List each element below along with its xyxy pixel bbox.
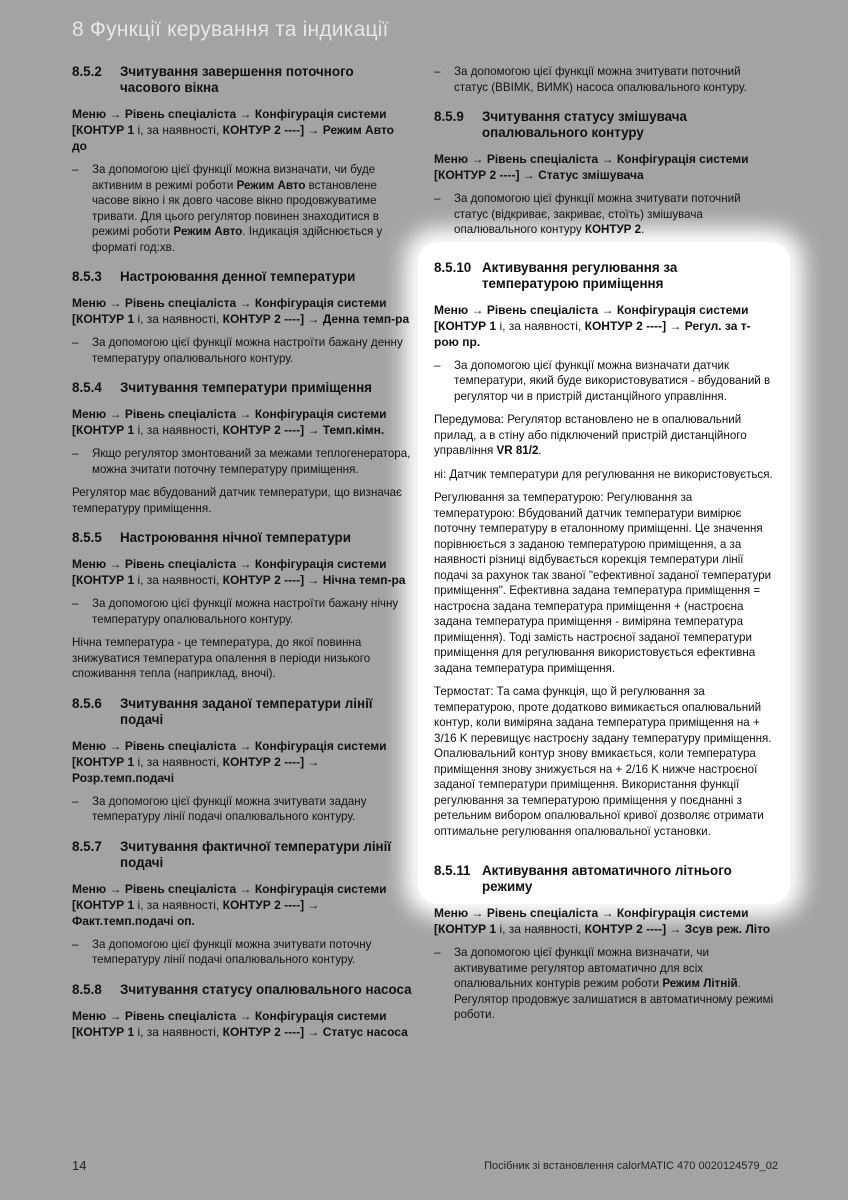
section-heading: 8.5.4 Зчитування температури приміщення xyxy=(72,380,372,395)
paragraph: ні: Датчик температури для регулювання не використовується. xyxy=(434,467,773,481)
menu-path: Меню → Рівень спеціаліста → Конфігурація системи [КОНТУР 1 і, за наявності, КОНТУР 2 ----] → Факт.темп.подачі оп. xyxy=(72,881,387,928)
section-heading: 8.5.3 Настроювання денної температури xyxy=(72,269,356,284)
menu-path: Меню → Рівень спеціаліста → Конфігурація системи [КОНТУР 1 і, за наявності, КОНТУР 2 ----] → Зсув реж. Літо xyxy=(434,906,771,936)
list-item: – За допомогою цієї функції можна настроїти бажану денну температуру опалювального контуру. xyxy=(72,335,412,366)
section-heading: 8.5.11 Активування автоматичного літнього режиму xyxy=(434,863,732,894)
section-heading: 8.5.10 Активування регулювання за температурою приміщення xyxy=(434,259,678,291)
list-item: – За допомогою цієї функції можна зчитувати задану температуру лінії подачі опалювального контуру. xyxy=(72,794,412,825)
section-8-5-3 xyxy=(72,269,412,366)
chapter-title: 8 Функції керування та індикації xyxy=(72,18,389,41)
list-item: – За допомогою цієї функції можна зчитувати поточну температуру лінії подачі опалювального контуру. xyxy=(72,937,412,968)
menu-path: Меню → Рівень спеціаліста → Конфігурація системи [КОНТУР 1 і, за наявності, КОНТУР 2 ----] → Статус насоса xyxy=(72,1008,408,1039)
menu-path: Меню → Рівень спеціаліста → Конфігурація системи [КОНТУР 1 і, за наявності, КОНТУР 2 ----] → Регул. за т-рою пр. xyxy=(434,302,751,349)
section-heading: 8.5.5 Настроювання нічної температури xyxy=(72,530,351,545)
section-heading: 8.5.9 Зчитування статусу змішувача опалювального контуру xyxy=(434,109,687,140)
section-8-5-2 xyxy=(72,64,412,255)
menu-path: Меню → Рівень спеціаліста → Конфігурація системи [КОНТУР 1 і, за наявності, КОНТУР 2 ----] → Розр.темп.подачі xyxy=(72,738,387,785)
section-8-5-10 xyxy=(434,260,774,840)
paragraph: Регулятор має вбудований датчик температури, що визначає температуру приміщення. xyxy=(72,486,402,515)
paragraph: Передумова: Регулятор встановлено не в опалювальний прилад, а в стіну або підключений пристрій дистанційного управління VR 81/2. xyxy=(434,413,747,457)
section-8-5-4 xyxy=(72,380,412,516)
menu-path: Меню → Рівень спеціаліста → Конфігурація системи [КОНТУР 2 ----] → Статус змішувача xyxy=(434,152,749,182)
menu-path: Меню → Рівень спеціаліста → Конфігурація системи [КОНТУР 1 і, за наявності, КОНТУР 2 ----] → Нічна темп-ра xyxy=(72,557,406,587)
section-8-5-6 xyxy=(72,696,412,825)
list-item: – За допомогою цієї функції можна визначати, чи буде активним в режимі роботи Режим Авто встановлене часове вікно і як довго часове вікно продовжуватиме тривати. Для цього регулятор повинен знаходитися в режимі роботи Режим Авто. Індикація здійснюється у форматі год:хв. xyxy=(72,162,412,255)
list-item: – За допомогою цієї функції можна визначати датчик температури, який буде використовуватися - вбудований в регулятор чи в пристрій дистанційного управління. xyxy=(434,358,774,405)
section-8-5-9 xyxy=(434,109,774,238)
page-number: 14 xyxy=(72,1158,87,1173)
section-heading: 8.5.7 Зчитування фактичної температури лінії подачі xyxy=(72,838,392,870)
list-item: – За допомогою цієї функції можна зчитувати поточний статус (ВВІМК, ВИМК) насоса опалювального контуру. xyxy=(434,64,774,95)
section-8-5-5 xyxy=(72,530,412,682)
section-8-5-8-continued xyxy=(434,64,774,95)
list-item: – За допомогою цієї функції можна зчитувати поточний статус (відкриває, закриває, стоїть) змішувача опалювального контуру КОНТУР 2. xyxy=(434,191,774,238)
document-title: Посібник зі встановлення calorMATIC 470 0020124579_02 xyxy=(484,1160,778,1172)
paragraph: Регулювання за температурою: Регулювання за температурою: Вбудований датчик температури вимірює поточну температуру в еталонному приміщенні. Це значення порівнюється з заданою температурою приміщення, а за наявності різниці відбувається корекція температури лінії подачі за рахунок так званої "ефективної заданої температури приміщення". Ефективна задана температура приміщення = настроєна задана температура приміщення + (настроєна задана температура приміщення - виміряна температура приміщення). Тоді замість настроєної заданої температури приміщення для регулювання використовується ефективна задана температура приміщення. xyxy=(434,491,772,675)
paragraph: Термостат: Та сама функція, що й регулювання за температурою, проте додатково вимикається опалювальний контур, коли виміряна задана температура приміщення на + 3/16 K перевищує настроєну задану температуру приміщення. Опалювальний контур знову вмикається, коли температура приміщення знову знижується на + 2/16 K нижче настроєної заданої температури приміщення. Використання функції регулювання за температурою приміщення у поєднанні з ретельним вибором опалювальної кривої дозволяє отримати оптимальне регулювання опалювальної установки. xyxy=(434,685,772,838)
section-8-5-11 xyxy=(434,863,774,1023)
section-8-5-8 xyxy=(72,982,412,1040)
paragraph: Нічна температура - це температура, до якої повинна знижуватися температура опалення в періоди низького споживання тепла (наприклад, вночі). xyxy=(72,636,371,680)
list-item: – За допомогою цієї функції можна настроїти бажану нічну температуру опалювального контуру. xyxy=(72,596,412,627)
menu-path: Меню → Рівень спеціаліста → Конфігурація системи [КОНТУР 1 і, за наявності, КОНТУР 2 ----] → Темп.кімн. xyxy=(72,407,387,437)
menu-path: Меню → Рівень спеціаліста → Конфігурація системи [КОНТУР 1 і, за наявності, КОНТУР 2 ----] → Режим Авто до xyxy=(72,107,394,153)
list-item: – За допомогою цієї функції можна визначати, чи активуватиме регулятор автоматично для всіх опалювальних контурів режим роботи Режим Літній. Регулятор продовжує залишатися в автоматичному режимі роботи. xyxy=(434,945,774,1023)
section-8-5-7 xyxy=(72,839,412,968)
left-column xyxy=(72,64,412,1054)
menu-path: Меню → Рівень спеціаліста → Конфігурація системи [КОНТУР 1 і, за наявності, КОНТУР 2 ----] → Денна темп-ра xyxy=(72,296,410,326)
list-item: – Якщо регулятор змонтований за межами теплогенератора, можна зчитати поточну температуру приміщення. xyxy=(72,446,412,477)
section-heading: 8.5.8 Зчитування статусу опалювального насоса xyxy=(72,981,412,997)
section-heading: 8.5.2 Зчитування завершення поточного часового вікна xyxy=(72,64,354,95)
right-column xyxy=(434,64,774,1037)
section-heading: 8.5.6 Зчитування заданої температури лінії подачі xyxy=(72,695,373,727)
